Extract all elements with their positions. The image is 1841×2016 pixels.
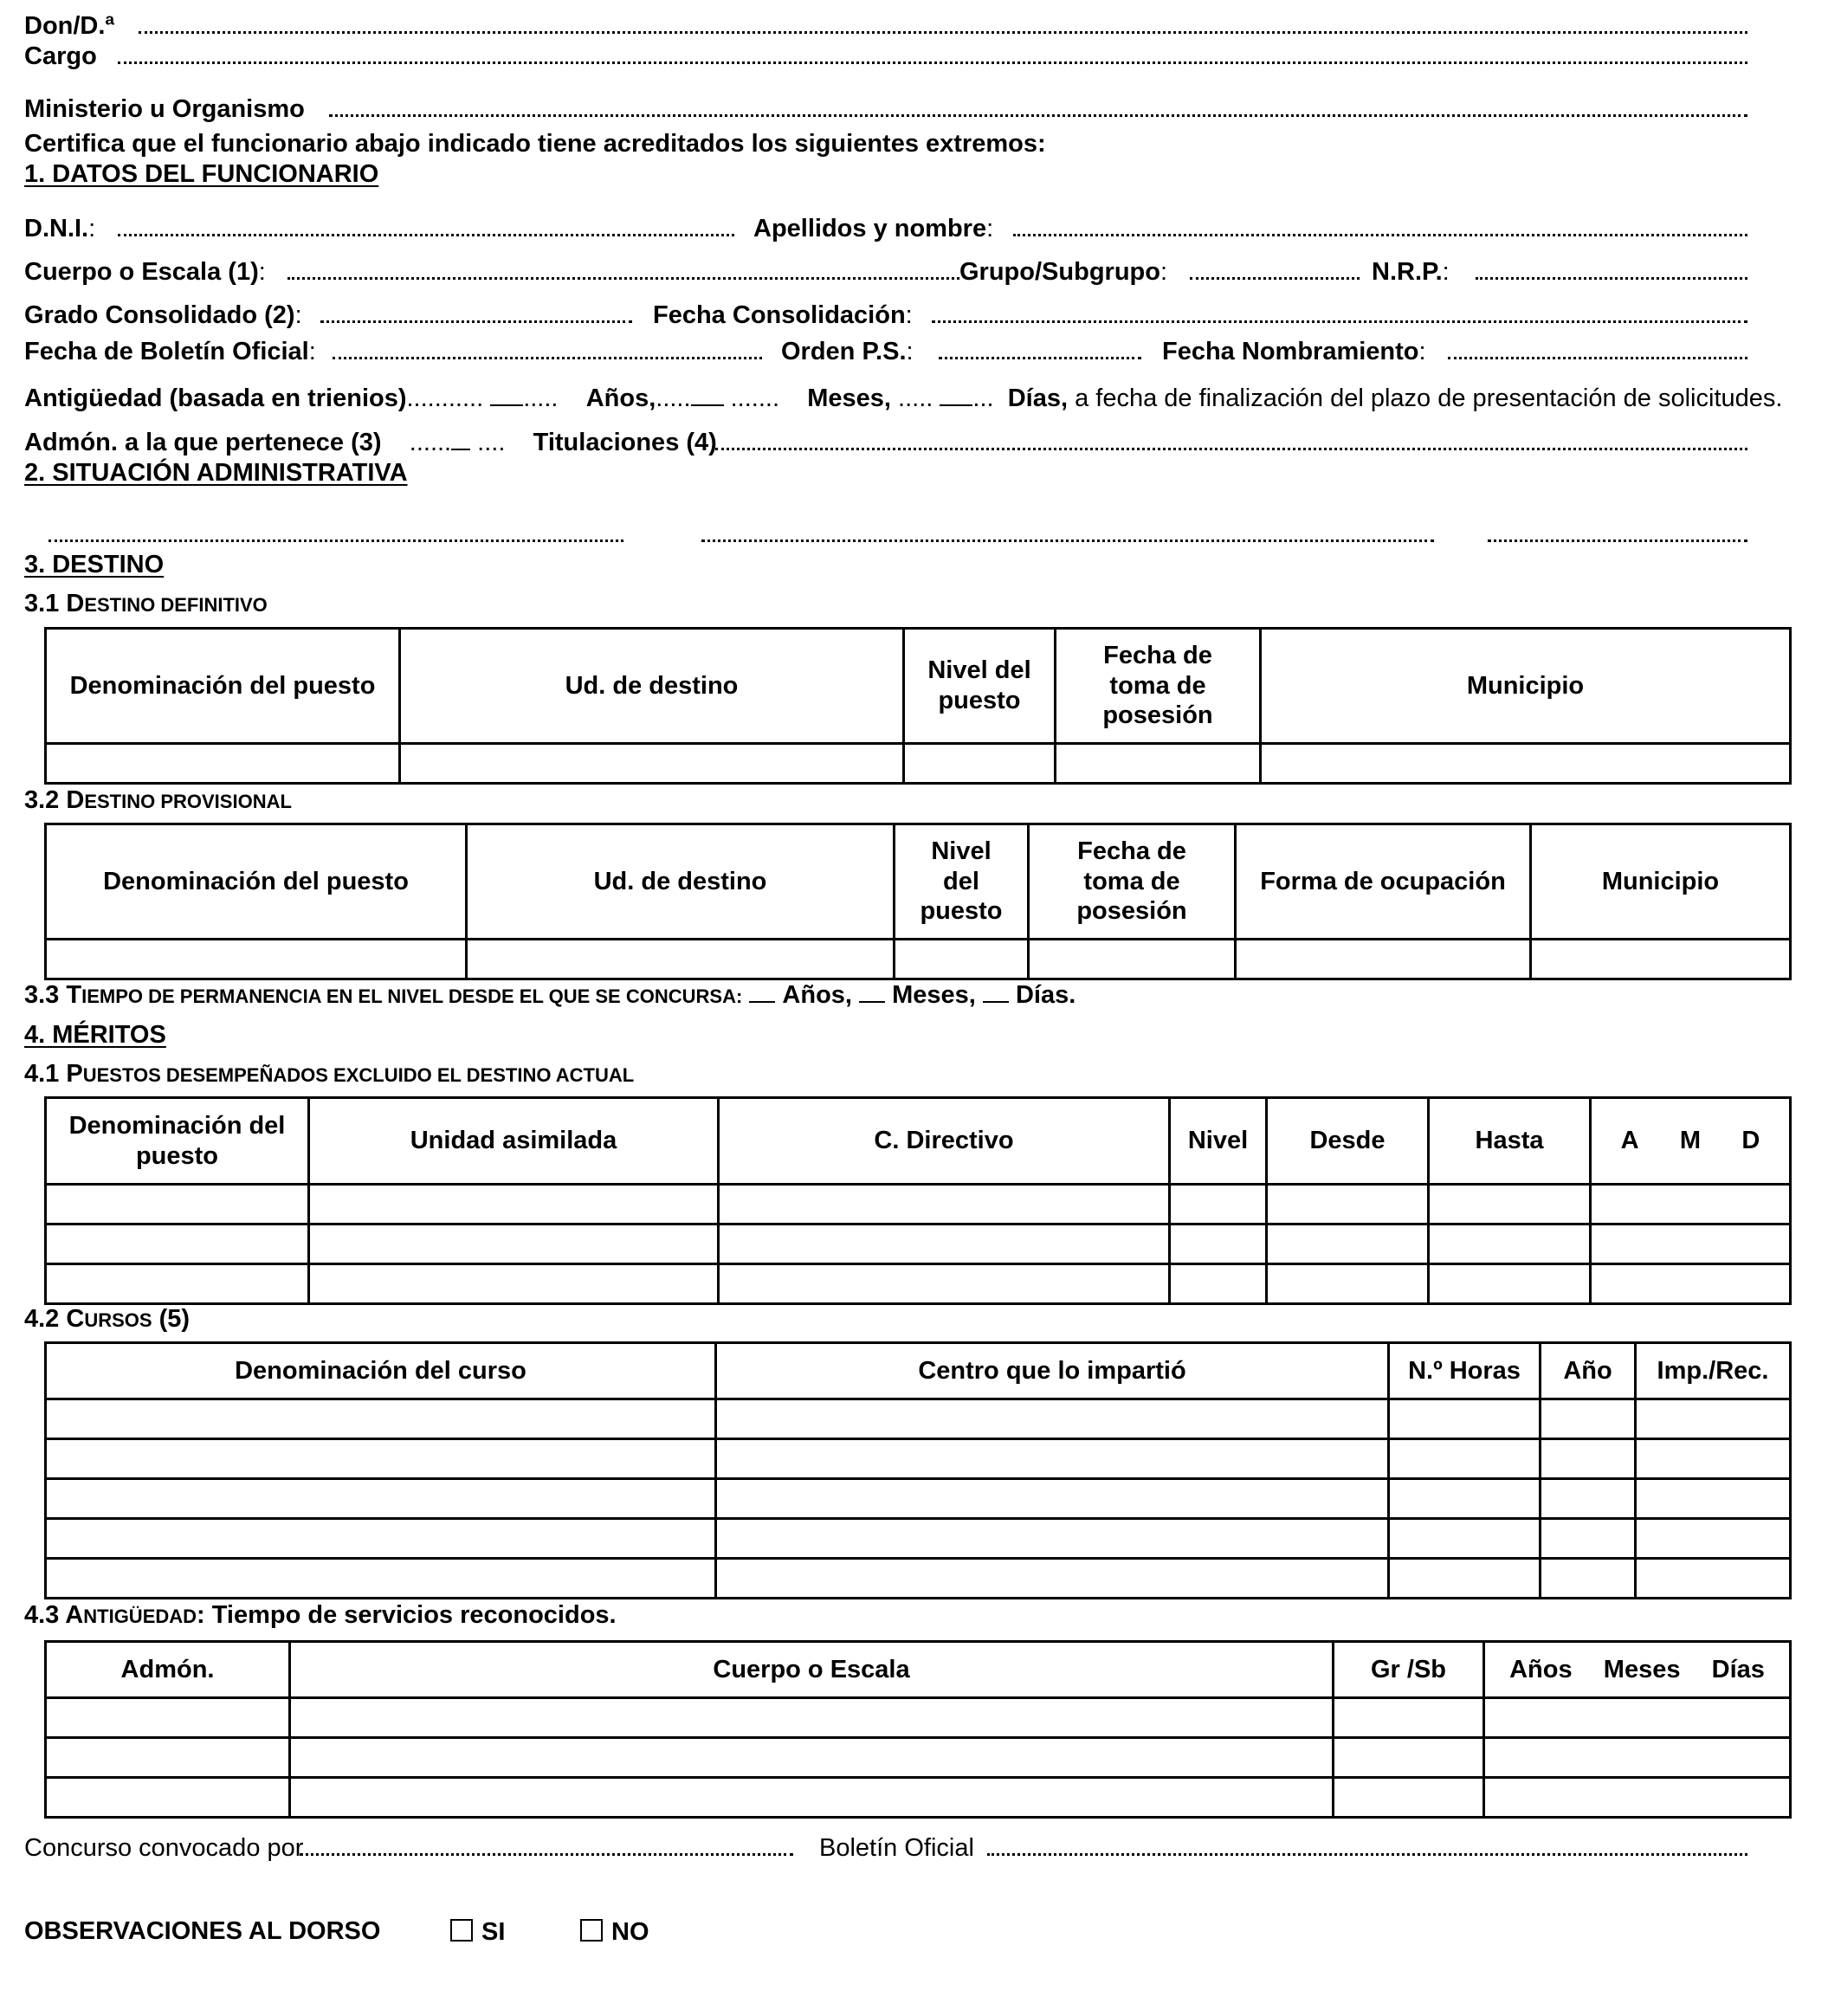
grado-field[interactable] <box>320 320 632 323</box>
ymd-meses: Meses <box>1603 1655 1681 1683</box>
table-row <box>46 1479 1791 1519</box>
table-cell[interactable] <box>1541 1479 1636 1519</box>
table-row <box>46 1439 1791 1479</box>
table-header: Hasta <box>1429 1098 1591 1185</box>
table-header: Nivel <box>1170 1098 1267 1185</box>
table-cell[interactable] <box>1429 1185 1591 1224</box>
no-label: NO <box>611 1918 649 1946</box>
table-cell[interactable] <box>1636 1559 1791 1599</box>
table-cell[interactable] <box>1429 1264 1591 1304</box>
s33-meses: Meses, <box>892 981 976 1009</box>
table-cell[interactable] <box>1170 1185 1267 1224</box>
table-cell[interactable] <box>1267 1185 1429 1224</box>
table-header: N.º Horas <box>1389 1343 1541 1399</box>
s41-num: 4.1 P <box>24 1060 83 1088</box>
s42-rest: URSOS <box>84 1309 152 1331</box>
titulaciones-label: Titulaciones (4) <box>533 429 717 456</box>
table-row <box>46 1559 1791 1599</box>
dni-row-label: D.N.I.: <box>24 215 96 242</box>
boletin-label: Boletín Oficial <box>819 1834 974 1862</box>
no-option[interactable] <box>580 1919 649 1945</box>
grupo-field[interactable] <box>1190 277 1360 280</box>
subsection-4-3-title <box>24 1603 617 1628</box>
dias-label: Días, <box>1007 384 1069 412</box>
table-cell[interactable] <box>309 1185 719 1224</box>
cuerpo-label: Cuerpo o Escala (1) <box>24 258 259 286</box>
table-cell[interactable] <box>1591 1224 1791 1264</box>
table-cell[interactable] <box>309 1264 719 1304</box>
table-cell[interactable] <box>290 1698 1334 1738</box>
table-header: Centro que lo impartió <box>716 1343 1389 1399</box>
table-cell[interactable] <box>467 940 895 979</box>
table-cell[interactable] <box>1389 1519 1541 1559</box>
table-cell[interactable] <box>46 1264 309 1304</box>
fecha-boletin-label: Fecha de Boletín Oficial <box>24 338 309 365</box>
fecha-nombr-field[interactable] <box>1448 357 1747 359</box>
table-header: Denominación del curso <box>46 1343 716 1399</box>
table-cell[interactable] <box>1267 1264 1429 1304</box>
don-label: Don/D.ª <box>24 12 115 40</box>
table-header: Denominación del puesto <box>46 824 467 940</box>
table-header: C. Directivo <box>719 1098 1170 1185</box>
s32-rest: ESTINO PROVISIONAL <box>84 791 292 812</box>
table-cell[interactable] <box>46 1559 716 1599</box>
table-cell[interactable] <box>1429 1224 1591 1264</box>
si-label: SI <box>481 1918 506 1946</box>
boletin-field[interactable] <box>987 1853 1747 1856</box>
antig-anos-field[interactable] <box>490 404 523 406</box>
dni-field[interactable] <box>118 234 734 236</box>
table-cell[interactable] <box>719 1264 1170 1304</box>
table-cell[interactable] <box>716 1479 1389 1519</box>
concurso-field[interactable] <box>300 1853 793 1856</box>
table-header: Desde <box>1267 1098 1429 1185</box>
table-cell[interactable] <box>1334 1698 1484 1738</box>
antiguedad-table <box>44 1640 1792 1819</box>
section1-title: 1. DATOS DEL FUNCIONARIO <box>24 160 379 188</box>
table-cell[interactable] <box>1389 1479 1541 1519</box>
table-cell[interactable] <box>290 1738 1334 1778</box>
table-cell[interactable] <box>1484 1738 1791 1778</box>
table-header: Cuerpo o Escala <box>290 1642 1334 1698</box>
table-row <box>46 1185 1791 1224</box>
puestos-desempenados-table <box>44 1096 1792 1305</box>
table-cell[interactable] <box>1636 1479 1791 1519</box>
grupo-label: Grupo/Subgrupo <box>959 258 1160 286</box>
section4-title: 4. MÉRITOS <box>24 1021 166 1049</box>
admon-field[interactable] <box>451 449 470 450</box>
s33-rest: IEMPO DE PERMANENCIA EN EL NIVEL DESDE EL QUE SE CONCURSA: <box>81 985 743 1007</box>
table-cell[interactable] <box>1389 1439 1541 1479</box>
table-cell[interactable] <box>904 744 1056 784</box>
table-header: Forma de ocupación <box>1236 824 1531 940</box>
table-header: Nivel del puesto <box>895 824 1029 940</box>
fecha-nombr-row-label: Fecha Nombramiento: <box>1162 338 1426 365</box>
table-cell[interactable] <box>1636 1519 1791 1559</box>
table-cell[interactable] <box>46 1698 290 1738</box>
admon-label: Admón. a la que pertenece (3) <box>24 429 382 456</box>
table-row <box>46 1399 1791 1439</box>
s33-num: 3.3 T <box>24 981 82 1009</box>
fecha-nombr-label: Fecha Nombramiento <box>1162 338 1419 365</box>
table-cell[interactable] <box>1334 1778 1484 1818</box>
table-header: Admón. <box>46 1642 290 1698</box>
table-cell[interactable] <box>290 1778 1334 1818</box>
destino-definitivo-table <box>44 627 1792 785</box>
table-row <box>46 1698 1791 1738</box>
admon-row: Admón. a la que pertenece (3) ...... .... Titulaciones (4) <box>24 429 717 456</box>
amd-d: D <box>1741 1127 1760 1155</box>
ymd-anos: Años <box>1509 1655 1573 1683</box>
table-cell[interactable] <box>309 1224 719 1264</box>
table-cell[interactable] <box>46 1185 309 1224</box>
anos-label: Años, <box>585 384 656 412</box>
table-cell[interactable] <box>1267 1224 1429 1264</box>
table-cell[interactable] <box>1261 744 1791 784</box>
apellidos-field[interactable] <box>1013 234 1747 236</box>
no-checkbox[interactable] <box>580 1919 603 1942</box>
table-cell[interactable] <box>716 1519 1389 1559</box>
subsection-4-1-title <box>24 1062 634 1087</box>
table-row <box>46 1264 1791 1304</box>
table-cell[interactable] <box>1389 1399 1541 1439</box>
orden-field[interactable] <box>939 357 1141 359</box>
fecha-boletin-row-label: Fecha de Boletín Oficial: <box>24 338 316 365</box>
subsection-4-2-title <box>24 1307 190 1332</box>
permanencia-meses-field[interactable] <box>859 1001 885 1003</box>
permanencia-dias-field[interactable] <box>983 1001 1009 1003</box>
table-cell[interactable] <box>46 1224 309 1264</box>
s33-anos: Años, <box>782 981 852 1009</box>
table-header: Unidad asimilada <box>309 1098 719 1185</box>
table-header: Ud. de destino <box>400 629 904 744</box>
si-option[interactable] <box>450 1919 505 1945</box>
table-cell[interactable] <box>1236 940 1531 979</box>
table-header <box>1591 1098 1791 1185</box>
apellidos-row-label: Apellidos y nombre: <box>753 215 994 242</box>
cursos-table <box>44 1341 1792 1599</box>
table-cell[interactable] <box>46 1738 290 1778</box>
fecha-boletin-field[interactable] <box>333 357 762 359</box>
grado-row-label: Grado Consolidado (2): <box>24 301 302 329</box>
table-cell[interactable] <box>46 1439 716 1479</box>
table-cell[interactable] <box>1334 1738 1484 1778</box>
cargo-label: Cargo <box>24 42 97 70</box>
cargo-field[interactable] <box>118 61 1747 64</box>
meses-label: Meses, <box>807 384 891 412</box>
table-cell[interactable] <box>719 1224 1170 1264</box>
titulaciones-field[interactable] <box>715 448 1747 450</box>
table-header: Gr /Sb <box>1334 1642 1484 1698</box>
table-row <box>46 1224 1791 1264</box>
table-cell[interactable] <box>719 1185 1170 1224</box>
table-cell[interactable] <box>1636 1439 1791 1479</box>
table-header: Municipio <box>1531 824 1791 940</box>
table-row <box>46 1519 1791 1559</box>
si-checkbox[interactable] <box>450 1919 473 1942</box>
antig-meses-field[interactable] <box>691 404 724 406</box>
s42-suffix: (5) <box>158 1305 191 1333</box>
ymd-dias: Días <box>1711 1655 1765 1683</box>
s31-num: 3.1 D <box>24 590 85 617</box>
table-cell[interactable] <box>716 1559 1389 1599</box>
table-row <box>46 1738 1791 1778</box>
orden-row-label: Orden P.S.: <box>781 338 914 365</box>
table-cell[interactable] <box>46 1399 716 1439</box>
table-cell[interactable] <box>1389 1559 1541 1599</box>
situacion-field-1[interactable] <box>48 540 623 542</box>
fecha-consol-field[interactable] <box>932 320 1747 323</box>
apellidos-label: Apellidos y nombre <box>753 215 987 242</box>
table-cell[interactable] <box>716 1399 1389 1439</box>
table-cell[interactable] <box>1531 940 1791 979</box>
table-header: Ud. de destino <box>467 824 895 940</box>
table-header: Denominación del puesto <box>46 1098 309 1185</box>
table-row <box>46 744 1791 784</box>
fecha-consol-label: Fecha Consolidación <box>653 301 906 329</box>
antig-suffix: a fecha de finalización del plazo de presentación de solicitudes. <box>1075 384 1783 412</box>
table-header: Imp./Rec. <box>1636 1343 1791 1399</box>
certifica-text: Certifica que el funcionario abajo indicado tiene acreditados los siguientes extremos: <box>24 130 1046 158</box>
s31-rest: ESTINO DEFINITIVO <box>84 594 268 616</box>
cuerpo-row-label: Cuerpo o Escala (1): <box>24 258 266 286</box>
table-cell[interactable] <box>1541 1559 1636 1599</box>
table-cell[interactable] <box>1029 940 1236 979</box>
table-header: Nivel del puesto <box>904 629 1056 744</box>
situacion-field-3[interactable] <box>1488 540 1747 542</box>
orden-label: Orden P.S. <box>781 338 907 365</box>
amd-m: M <box>1679 1127 1702 1155</box>
concurso-label: Concurso convocado por <box>24 1834 304 1862</box>
ministerio-field[interactable] <box>329 114 1747 117</box>
table-header: Fecha de toma de posesión <box>1029 824 1236 940</box>
situacion-field-2[interactable] <box>701 540 1434 542</box>
table-cell[interactable] <box>46 1519 716 1559</box>
table-header: Denominación del puesto <box>46 629 400 744</box>
table-row <box>46 1778 1791 1818</box>
grupo-row-label: Grupo/Subgrupo: <box>959 258 1168 286</box>
dni-label: D.N.I. <box>24 215 89 242</box>
table-cell[interactable] <box>400 744 904 784</box>
nrp-row-label: N.R.P.: <box>1372 258 1450 286</box>
table-cell[interactable] <box>1541 1519 1636 1559</box>
table-header <box>1484 1642 1791 1698</box>
table-cell[interactable] <box>1056 744 1261 784</box>
table-cell[interactable] <box>46 940 467 979</box>
permanencia-anos-field[interactable] <box>749 1001 775 1003</box>
s43-num: 4.3 A <box>24 1601 84 1629</box>
table-cell[interactable] <box>1541 1439 1636 1479</box>
table-row <box>46 940 1791 979</box>
table-header: Municipio <box>1261 629 1791 744</box>
table-cell[interactable] <box>46 744 400 784</box>
table-cell[interactable] <box>1170 1264 1267 1304</box>
table-cell[interactable] <box>46 1778 290 1818</box>
subsection-3-3 <box>24 983 1076 1008</box>
table-cell[interactable] <box>1541 1399 1636 1439</box>
subsection-3-1-title <box>24 591 268 617</box>
nrp-field[interactable] <box>1476 277 1747 280</box>
table-cell[interactable] <box>1484 1778 1791 1818</box>
subsection-3-2-title <box>24 788 292 813</box>
s42-num: 4.2 C <box>24 1305 85 1333</box>
antig-dias-field[interactable] <box>940 404 972 406</box>
table-cell[interactable] <box>1170 1224 1267 1264</box>
destino-provisional-table <box>44 823 1792 980</box>
table-cell[interactable] <box>46 1479 716 1519</box>
section3-title: 3. DESTINO <box>24 551 165 578</box>
fecha-consol-row-label: Fecha Consolidación: <box>653 301 913 329</box>
observaciones-label: OBSERVACIONES AL DORSO <box>24 1917 381 1945</box>
ministerio-label: Ministerio u Organismo <box>24 95 305 123</box>
antiguedad-row: Antigüedad (basada en trienios)........... ..... Años,..... ....... Meses, ..... ... Días, a fecha de finalización del plazo de presentación de solicitudes. <box>24 384 1783 412</box>
table-cell[interactable] <box>1484 1698 1791 1738</box>
don-field[interactable] <box>139 31 1747 34</box>
s43-suffix: : Tiempo de servicios reconocidos. <box>197 1601 617 1629</box>
s32-num: 3.2 D <box>24 786 85 814</box>
table-cell[interactable] <box>895 940 1029 979</box>
table-header: Fecha de toma de posesión <box>1056 629 1261 744</box>
section2-title: 2. SITUACIÓN ADMINISTRATIVA <box>24 459 408 487</box>
s43-rest: NTIGÜEDAD <box>83 1606 197 1627</box>
antig-label: Antigüedad (basada en trienios) <box>24 384 407 412</box>
cuerpo-field[interactable] <box>287 277 959 280</box>
s41-rest: UESTOS DESEMPEÑADOS EXCLUIDO EL DESTINO ACTUAL <box>82 1064 635 1086</box>
nrp-label: N.R.P. <box>1372 258 1443 286</box>
table-header: Año <box>1541 1343 1636 1399</box>
s33-dias: Días. <box>1015 981 1076 1009</box>
table-cell[interactable] <box>1591 1264 1791 1304</box>
table-cell[interactable] <box>1591 1185 1791 1224</box>
grado-label: Grado Consolidado (2) <box>24 301 295 329</box>
amd-a: A <box>1620 1127 1639 1155</box>
table-cell[interactable] <box>716 1439 1389 1479</box>
table-cell[interactable] <box>1636 1399 1791 1439</box>
